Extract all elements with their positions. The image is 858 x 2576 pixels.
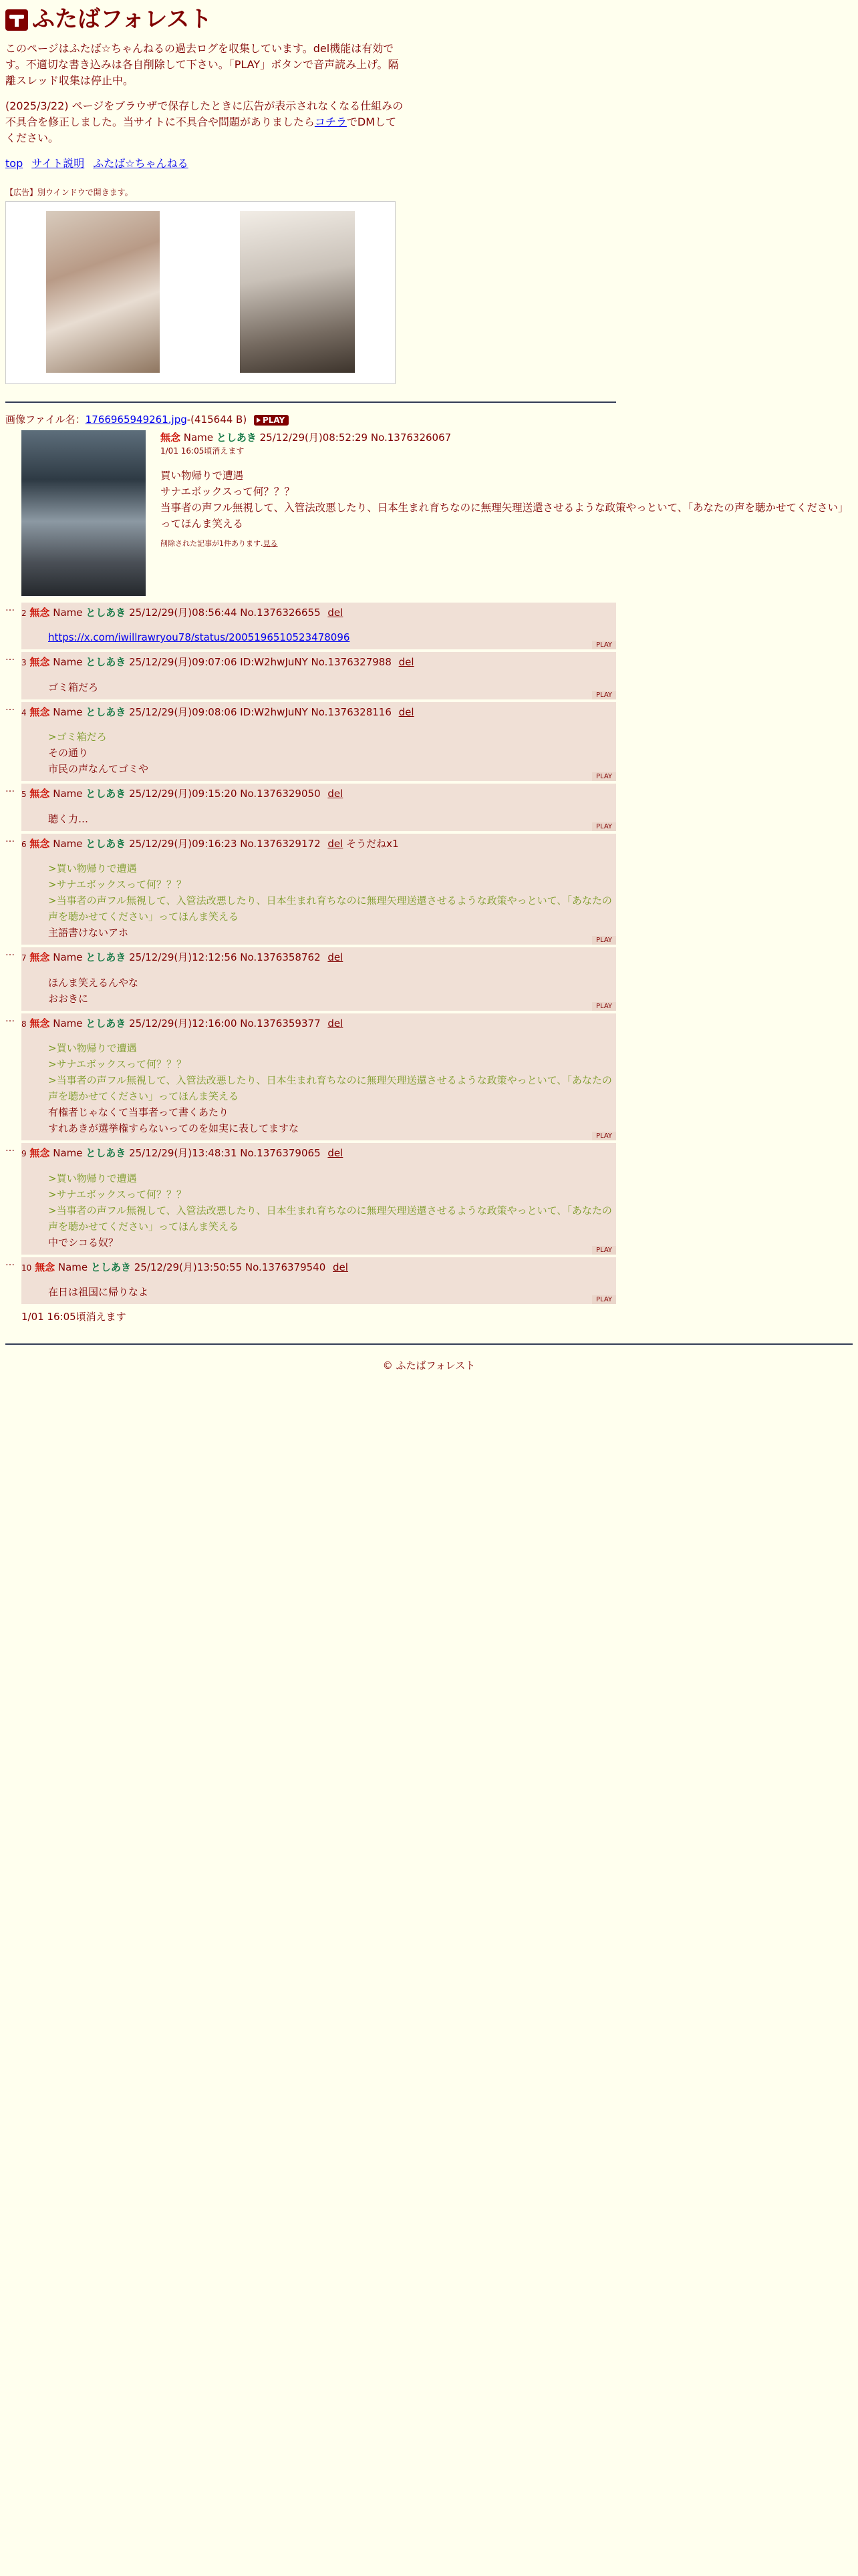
reply-name: としあき [86, 656, 126, 668]
header [5, 3, 853, 37]
reply-ellipsis: … [5, 652, 15, 663]
op-line: サナエボックスって何？？？ [160, 486, 295, 498]
reply-name: としあき [86, 606, 126, 619]
reply-header [21, 705, 616, 720]
op-header [160, 430, 853, 446]
reply-ellipsis: … [5, 1257, 15, 1268]
reply-name-label: Name [53, 1017, 83, 1029]
reply-ellipsis: … [5, 784, 15, 794]
reply [5, 702, 853, 782]
reply-ellipsis: … [5, 701, 15, 713]
reply-quote-line: >買い物帰りで遭遇 [48, 1172, 137, 1184]
nav-links [5, 156, 853, 172]
reply-subject: 無念 [29, 1147, 50, 1159]
intro [5, 41, 406, 146]
footer-divider [5, 1343, 853, 1345]
reply-url-link[interactable]: https://x.com/iwillrawryou78/status/2005196510523478096 [48, 631, 350, 643]
reply-box [21, 834, 616, 945]
reply-play-button[interactable]: PLAY [592, 936, 616, 945]
deleted-note-text: 削除された記事が1件あります. [160, 539, 263, 548]
intro-paragraph-1: このページはふたば☆ちゃんねるの過去ログを収集しています。del機能は有効です。不適切な書き込みは各自削除して下さい。「PLAY」ボタンで音声読み上げ。隔離スレッド収集は停止中。 [5, 42, 399, 87]
reply-quote-line: >サナエボックスって何？？？ [48, 1188, 186, 1200]
page [0, 3, 858, 1373]
reply-quote-line: >当事者の声フル無視して、入管法改悪したり、日本生まれ育ちなのに無理矢理送還させるような政策やっといて、「あなたの声を聴かせてください」ってほんま笑える [48, 1204, 612, 1233]
ad-label: 【広告】別ウインドウで開きます。 [5, 188, 133, 197]
reply-text-line: その通り [48, 747, 89, 759]
reply-name: としあき [86, 951, 126, 963]
reply-body [48, 811, 616, 831]
reply-body [48, 860, 616, 945]
reply-number: 4 [21, 707, 27, 717]
reply-ellipsis: … [5, 602, 15, 613]
reply-name-label: Name [53, 1147, 83, 1159]
op-name-label: Name [183, 431, 214, 444]
reply-meta: 25/12/29(月)13:50:55 No.1376379540 [134, 1261, 326, 1273]
thread-expire: 1/01 16:05頃消えます [21, 1311, 126, 1323]
reply-play-button[interactable]: PLAY [592, 641, 616, 649]
reply-number: 10 [21, 1263, 32, 1273]
delete-link[interactable]: del [333, 1261, 348, 1273]
op-thumbnail[interactable] [21, 430, 146, 596]
reply-name: としあき [86, 788, 126, 800]
reply-box [21, 947, 616, 1011]
reply-box [21, 603, 616, 650]
reply-header [21, 655, 616, 670]
reply-name: としあき [86, 1147, 126, 1159]
delete-link[interactable]: del [327, 951, 343, 963]
reply-ellipsis: … [5, 947, 15, 958]
op-name: としあき [216, 431, 257, 444]
op-file-row [5, 412, 853, 428]
nav-about-link[interactable]: サイト説明 [31, 157, 85, 170]
reply-meta: 25/12/29(月)09:16:23 No.1376329172 [129, 837, 321, 850]
reply [5, 652, 853, 699]
footer: © ふたばフォレスト [382, 1359, 476, 1372]
reply-quote-line: >ゴミ箱だろ [48, 731, 107, 743]
reply [5, 1143, 853, 1255]
reply-number: 6 [21, 839, 27, 849]
reply-quote-line: >当事者の声フル無視して、入管法改悪したり、日本生まれ育ちなのに無理矢理送還させるような政策やっといて、「あなたの声を聴かせてください」ってほんま笑える [48, 1074, 612, 1102]
reply-box [21, 1143, 616, 1255]
reply-header [21, 786, 616, 802]
reply-meta: 25/12/29(月)12:16:00 No.1376359377 [129, 1017, 321, 1029]
reply-text-line: 市民の声なんてゴミや [48, 763, 149, 775]
reply [5, 947, 853, 1011]
reply [5, 834, 853, 945]
site-title: ふたばフォレスト [32, 6, 212, 33]
reply-body [48, 679, 616, 699]
reply-name-label: Name [53, 837, 83, 850]
reply-ellipsis: … [5, 1013, 15, 1024]
delete-link[interactable]: del [327, 788, 343, 800]
reply-number: 5 [21, 790, 27, 799]
reply-name-label: Name [57, 1261, 88, 1273]
reply-play-button[interactable]: PLAY [592, 772, 616, 781]
delete-link[interactable]: del [327, 837, 343, 850]
sodane-button[interactable]: そうだねx1 [346, 837, 399, 850]
intro-p2-text: (2025/3/22) ページをブラウザで保存したときに広告が表示されなくなる仕組みの不具合を修正しました。当サイトに不具合や問題がありましたら [5, 100, 404, 128]
op-message [160, 468, 853, 532]
op-play-button[interactable] [254, 415, 289, 426]
reply-play-button[interactable]: PLAY [592, 691, 616, 699]
ad-box [5, 201, 396, 384]
op-line: 買い物帰りで遭遇 [160, 470, 244, 482]
reply-text-line: すれあきが選挙権すらないってのを如実に表してますな [48, 1122, 299, 1134]
op-expire-note: 1/01 16:05頃消えます [160, 446, 245, 456]
reply-header [21, 605, 616, 621]
reply-subject: 無念 [29, 788, 50, 800]
reply-box [21, 702, 616, 782]
reply-header [21, 1016, 616, 1031]
reply-number: 9 [21, 1149, 27, 1158]
op-datetime: 25/12/29(月)08:52:29 No.1376326067 [259, 431, 452, 444]
intro-paragraph-2 [5, 98, 406, 146]
delete-link[interactable]: del [327, 1147, 343, 1159]
reply-subject: 無念 [29, 837, 50, 850]
reply-text-line: 有権者じゃなくて当事者って書くあたり [48, 1106, 229, 1118]
reply-name-label: Name [53, 788, 83, 800]
reply-header [21, 950, 616, 965]
reply-body [48, 1170, 616, 1255]
reply-meta: 25/12/29(月)09:07:06 ID:W2hwJuNY No.1376327988 [129, 656, 392, 668]
reply-meta: 25/12/29(月)13:48:31 No.1376379065 [129, 1147, 321, 1159]
reply-number: 3 [21, 658, 27, 667]
nav-futaba-link[interactable]: ふたば☆ちゃんねる [93, 157, 188, 170]
op-subject: 無念 [160, 431, 181, 444]
reply-box [21, 1013, 616, 1141]
reply-quote-line: >当事者の声フル無視して、入管法改悪したり、日本生まれ育ちなのに無理矢理送還させるような政策やっといて、「あなたの声を聴かせてください」ってほんま笑える [48, 895, 612, 923]
reply-list [5, 603, 853, 1305]
reply-play-button[interactable]: PLAY [592, 1246, 616, 1255]
reply-meta: 25/12/29(月)09:15:20 No.1376329050 [129, 788, 321, 800]
reply-body [48, 975, 616, 1011]
reply-body [48, 629, 616, 649]
show-deleted-link[interactable]: 見る [263, 539, 278, 548]
reply-meta: 25/12/29(月)09:08:06 ID:W2hwJuNY No.1376328116 [129, 705, 392, 718]
ad-banner-right[interactable] [240, 211, 355, 373]
reply-ellipsis: … [5, 1143, 15, 1154]
op-play-label: PLAY [262, 415, 285, 425]
reply-header [21, 1260, 616, 1275]
reply-text-line: 聴く力… [48, 812, 89, 825]
file-size: -(415644 B) [186, 414, 247, 426]
reply-text-line: 在日は祖国に帰りなよ [48, 1286, 149, 1298]
reply-meta: 25/12/29(月)08:56:44 No.1376326655 [129, 606, 321, 619]
reply-box [21, 784, 616, 831]
reply-body [48, 1284, 616, 1304]
reply-box [21, 652, 616, 699]
reply-subject: 無念 [29, 705, 50, 718]
reply-number: 8 [21, 1019, 27, 1029]
contact-link[interactable]: コチラ [314, 116, 347, 128]
delete-link[interactable]: del [398, 705, 414, 718]
reply [5, 784, 853, 831]
op-body [160, 430, 853, 550]
reply-ellipsis: … [5, 833, 15, 844]
reply-text-line: ほんま笑えるんやな [48, 976, 139, 989]
reply-number: 7 [21, 953, 27, 963]
reply-quote-line: >買い物帰りで遭遇 [48, 1042, 137, 1054]
reply-body [48, 1040, 616, 1140]
reply-text-line: おおきに [48, 992, 89, 1005]
reply-play-button[interactable]: PLAY [592, 1295, 616, 1304]
nav-top-link[interactable]: top [5, 157, 23, 170]
reply-quote-line: >買い物帰りで遭遇 [48, 862, 137, 874]
reply-subject: 無念 [29, 606, 50, 619]
intro-p2-tail: でDMしてください。 [5, 116, 397, 144]
reply-quote-line: >サナエボックスって何？？？ [48, 1058, 186, 1070]
site-logo-icon [5, 9, 28, 31]
reply-play-button[interactable]: PLAY [592, 1002, 616, 1011]
op-file-link[interactable]: 1766965949261.jpg [85, 414, 187, 426]
reply-number: 2 [21, 608, 27, 618]
op-post [5, 430, 853, 597]
reply-meta: 25/12/29(月)12:12:56 No.1376358762 [129, 951, 321, 963]
reply-text-line: 主語書けないアホ [48, 927, 129, 939]
ad-banner-left[interactable] [46, 211, 160, 373]
reply-name: としあき [86, 705, 126, 718]
play-icon [257, 418, 261, 423]
reply [5, 1013, 853, 1141]
reply [5, 1257, 853, 1305]
divider [5, 401, 616, 403]
reply-subject: 無念 [29, 951, 50, 963]
op-line: 当事者の声フル無視して、入管法改悪したり、日本生まれ育ちなのに無理矢理送還させるような政策やっといて、「あなたの声を聴かせてください」ってほんま笑える [160, 502, 849, 530]
reply-quote-line: >サナエボックスって何？？？ [48, 878, 186, 891]
reply-subject: 無念 [35, 1261, 55, 1273]
reply-text-line: ゴミ箱だろ [48, 681, 99, 693]
delete-link[interactable]: del [327, 606, 343, 619]
reply [5, 603, 853, 650]
reply-header [21, 836, 616, 852]
delete-link[interactable]: del [398, 656, 414, 668]
reply-name-label: Name [53, 951, 83, 963]
reply-name-label: Name [53, 656, 83, 668]
deleted-note [160, 538, 853, 550]
reply-subject: 無念 [29, 656, 50, 668]
reply-name-label: Name [53, 606, 83, 619]
reply-play-button[interactable]: PLAY [592, 822, 616, 831]
reply-header [21, 1146, 616, 1161]
reply-name-label: Name [53, 705, 83, 718]
reply-box [21, 1257, 616, 1305]
reply-name: としあき [86, 837, 126, 850]
reply-play-button[interactable]: PLAY [592, 1132, 616, 1140]
reply-subject: 無念 [29, 1017, 50, 1029]
reply-name: としあき [90, 1261, 131, 1273]
reply-body [48, 729, 616, 781]
delete-link[interactable]: del [327, 1017, 343, 1029]
file-label: 画像ファイル名： [5, 414, 86, 426]
reply-name: としあき [86, 1017, 126, 1029]
reply-text-line: 中でシコる奴？ [48, 1236, 119, 1249]
